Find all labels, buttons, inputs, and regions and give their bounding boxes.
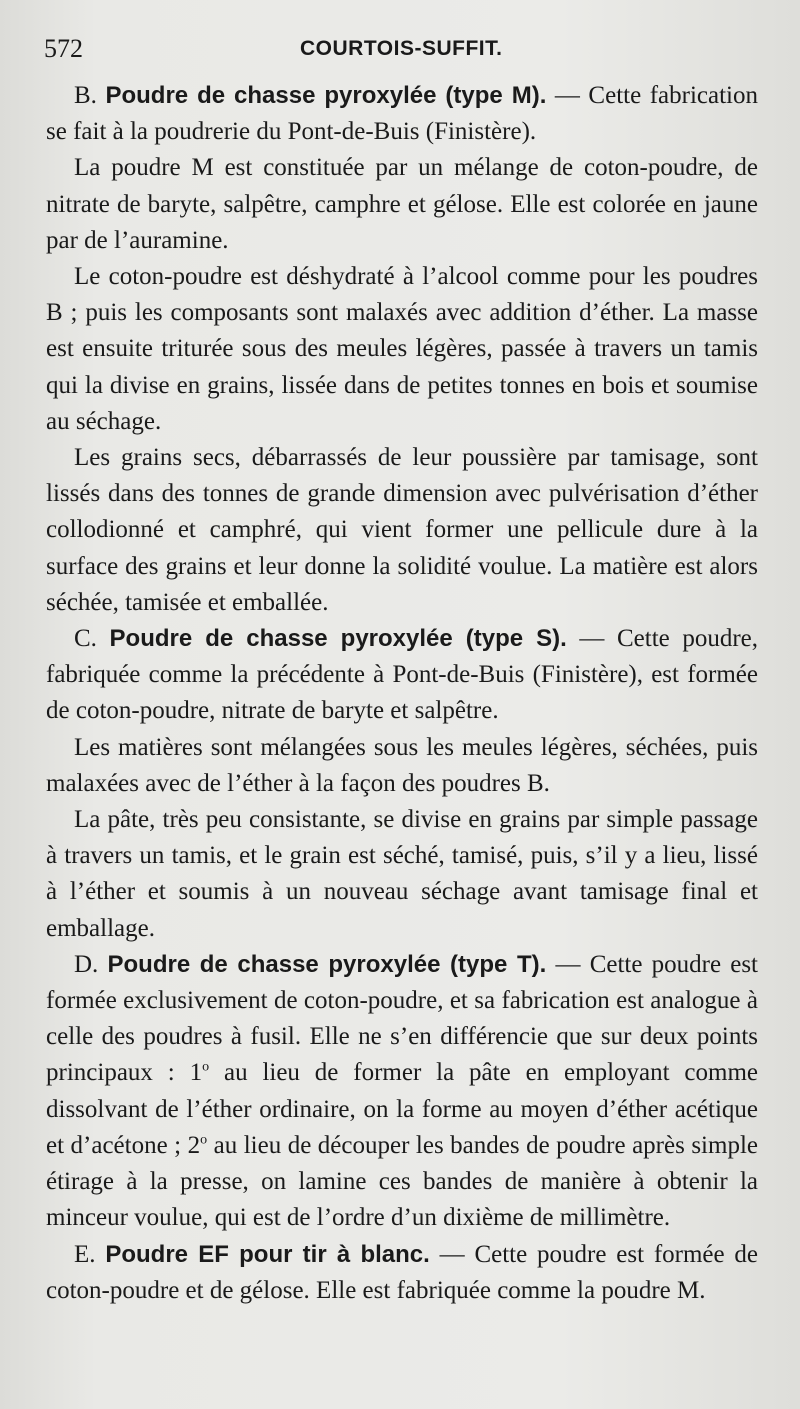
section-b-heading: Poudre de chasse pyroxylée (type M). <box>105 82 547 109</box>
section-d-dash: — <box>546 950 590 978</box>
section-b-paragraph-4: Les grains secs, débarrassés de leur poussière par tamisage, sont lissés dans des tonnes de grande dimension avec pulvérisation d’éther collodionné et camphré, qui vient former une pellicule dure à la surface des grains et leur donne la solidité voulue. La matière est alors séchée, tamisée et emballée. <box>46 444 758 616</box>
section-c-paragraph-3: La pâte, très peu consistante, se divise en grains par simple passage à travers un tamis, et le grain est séché, tamisé, puis, s’il y a lieu, lissé à l’éther et soumis à un nouveau séchage avant tamisage final et emballage. <box>46 806 758 942</box>
section-e-heading: Poudre EF pour tir à blanc. <box>105 1240 430 1268</box>
section-b-dash: — <box>546 82 589 109</box>
section-b-paragraph-2: La poudre M est constituée par un mélange de coton-poudre, de nitrate de baryte, salpêtre, camphre et gélose. Elle est colorée en jaune par de l’auramine. <box>46 154 758 254</box>
section-d-point-2-number: 2 <box>187 1131 201 1159</box>
section-e-letter: E. <box>74 1240 96 1268</box>
section-b-text-1: Cette fabrication se fait à la poudrerie du Pont-de-Buis (Finistère). <box>46 82 758 146</box>
section-d-text-1: Cette poudre est formée exclusivement de coton-poudre, et sa fabrication est analogue à celle des poudres à fusil. Elle ne s’en différencie que sur deux points principaux : <box>46 950 759 1087</box>
section-c-paragraph-2: Les matières sont mélangées sous les meules légères, séchées, puis malaxées avec de l’éther à la façon des poudres B. <box>46 733 758 797</box>
section-c-paragraph-1 <box>46 621 758 730</box>
running-title: COURTOIS-SUFFIT. <box>300 37 503 60</box>
section-b-letter: B. <box>74 82 97 109</box>
section-d-point-2-ordinal: o <box>200 1132 208 1148</box>
section-e-text-1: Cette poudre est formée de coton-poudre et de gélose. Elle est fabriquée comme la poudre M. <box>46 1240 759 1304</box>
running-header <box>44 34 760 66</box>
section-e-paragraph-1 <box>46 1237 758 1309</box>
section-b-paragraph-3: Le coton-poudre est déshydraté à l’alcool comme pour les poudres B ; puis les composants sont malaxés avec addition d’éther. La masse est ensuite triturée sous des meules légères, passée à travers un tamis qui la divise en grains, lissée dans de petites tonnes en bois et soumise au séchage. <box>46 263 758 435</box>
section-d-point-1-number: 1 <box>189 1059 203 1087</box>
section-c-text-1: Cette poudre, fabriquée comme la précédente à Pont-de-Buis (Finistère), est formée de coton-poudre, nitrate de baryte et salpêtre. <box>46 625 759 725</box>
section-d-point-1-text: au lieu de former la pâte en employant comme dissolvant de l’éther ordinaire, on la forme au moyen d’éther acétique et d’acétone ; <box>46 1059 759 1159</box>
section-d-point-2-text: au lieu de découper les bandes de poudre après simple étirage à la presse, on lamine ces bandes de manière à obtenir la minceur voulue, qui est de l’ordre d’un dixième de millimètre. <box>46 1131 758 1232</box>
section-e-dash: — <box>429 1240 475 1268</box>
section-c-heading: Poudre de chasse pyroxylée (type S). <box>109 625 567 653</box>
body-text <box>46 78 758 1309</box>
section-d-heading: Poudre de chasse pyroxylée (type T). <box>107 950 547 978</box>
section-c-letter: C. <box>74 625 97 653</box>
section-d-paragraph-1 <box>46 947 758 1237</box>
section-c-dash: — <box>566 625 617 653</box>
section-d-letter: D. <box>74 950 99 978</box>
page-number: 572 <box>44 34 83 63</box>
section-b-paragraph-1 <box>46 78 758 150</box>
section-d-point-1-ordinal: o <box>202 1060 210 1076</box>
